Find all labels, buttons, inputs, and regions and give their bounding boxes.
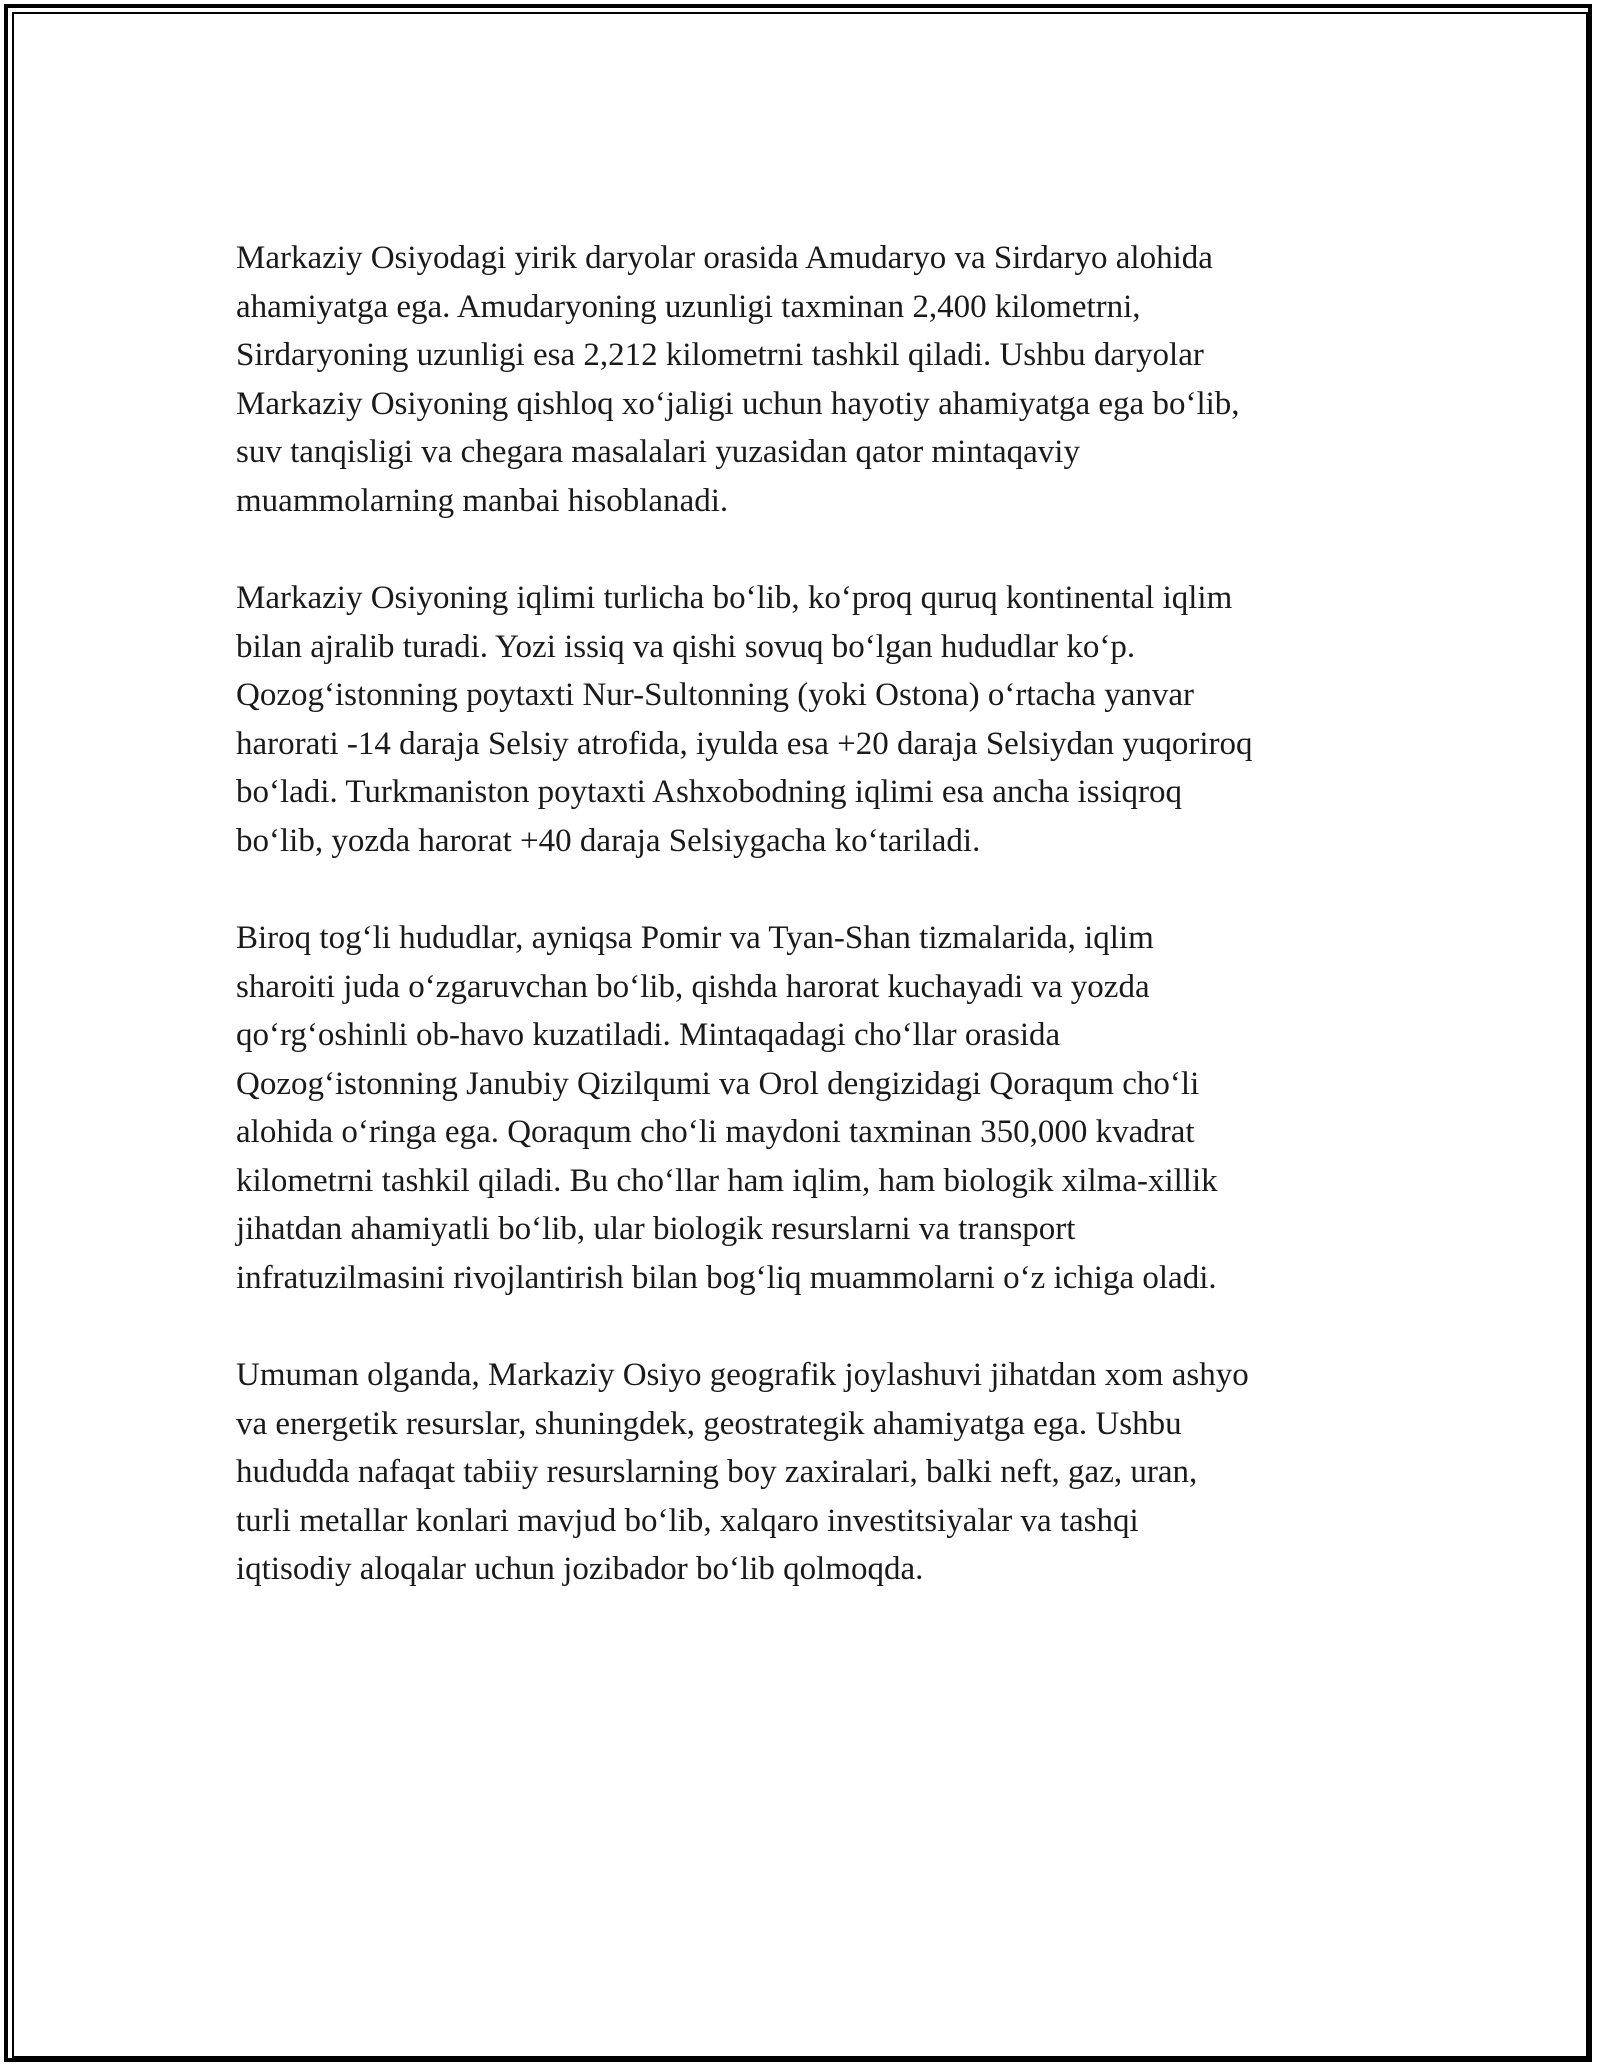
paragraph-climate: Markaziy Osiyoning iqlimi turlicha bo‘lib, ko‘proq quruq kontinental iqlim bilan ajralib turadi. Yozi issiq va qishi sovuq bo‘lgan hududlar ko‘p. Qozog‘istonning poytaxti Nur-Sultonning (yoki Ostona) o‘rtacha yanvar harorati -14 daraja Selsiy atrofida, iyulda esa +20 daraja Selsiydan yuqoriroq bo‘ladi. Turkmaniston poytaxti Ashxobodning iqlimi esa ancha issiqroq bo‘lib, yozda harorat +40 daraja Selsiygacha ko‘tariladi. [236, 580, 1253, 859]
paragraph-rivers: Markaziy Osiyodagi yirik daryolar orasida Amudaryo va Sirdaryo alohida ahamiyatga ega. Amudaryoning uzunligi taxminan 2,400 kilometrni, Sirdaryoning uzunligi esa 2,212 kilometrni tashkil qiladi. Ushbu daryolar Markaziy Osiyoning qishloq xo‘jaligi uchun hayotiy ahamiyatga ega bo‘lib, suv tanqisligi va chegara masalalari yuzasidan qator mintaqaviy muammolarning manbai hisoblanadi. [236, 240, 1240, 519]
document-body [236, 234, 1386, 1643]
paragraph-mountains-deserts: Biroq tog‘li hududlar, ayniqsa Pomir va Tyan-Shan tizmalarida, iqlim sharoiti juda o‘zgaruvchan bo‘lib, qishda harorat kuchayadi va yozda qo‘rg‘oshinli ob-havo kuzatiladi. Mintaqadagi cho‘llar orasida Qozog‘istonning Janubiy Qizilqumi va Orol dengizidagi Qoraqum cho‘li alohida o‘ringa ega. Qoraqum cho‘li maydoni taxminan 350,000 kvadrat kilometrni tashkil qiladi. Bu cho‘llar ham iqlim, ham biologik xilma-xillik jihatdan ahamiyatli bo‘lib, ular biologik resurslarni va transport infratuzilmasini rivojlantirish bilan bog‘liq muammolarni o‘z ichiga oladi. [236, 920, 1218, 1296]
paragraph-conclusion: Umuman olganda, Markaziy Osiyo geografik joylashuvi jihatdan xom ashyo va energetik resurslar, shuningdek, geostrategik ahamiyatga ega. Ushbu hududda nafaqat tabiiy resurslarning boy zaxiralari, balki neft, gaz, uran, turli metallar konlari mavjud bo‘lib, xalqaro investitsiyalar va tashqi iqtisodiy aloqalar uchun jozibador bo‘lib qolmoqda. [236, 1357, 1249, 1587]
